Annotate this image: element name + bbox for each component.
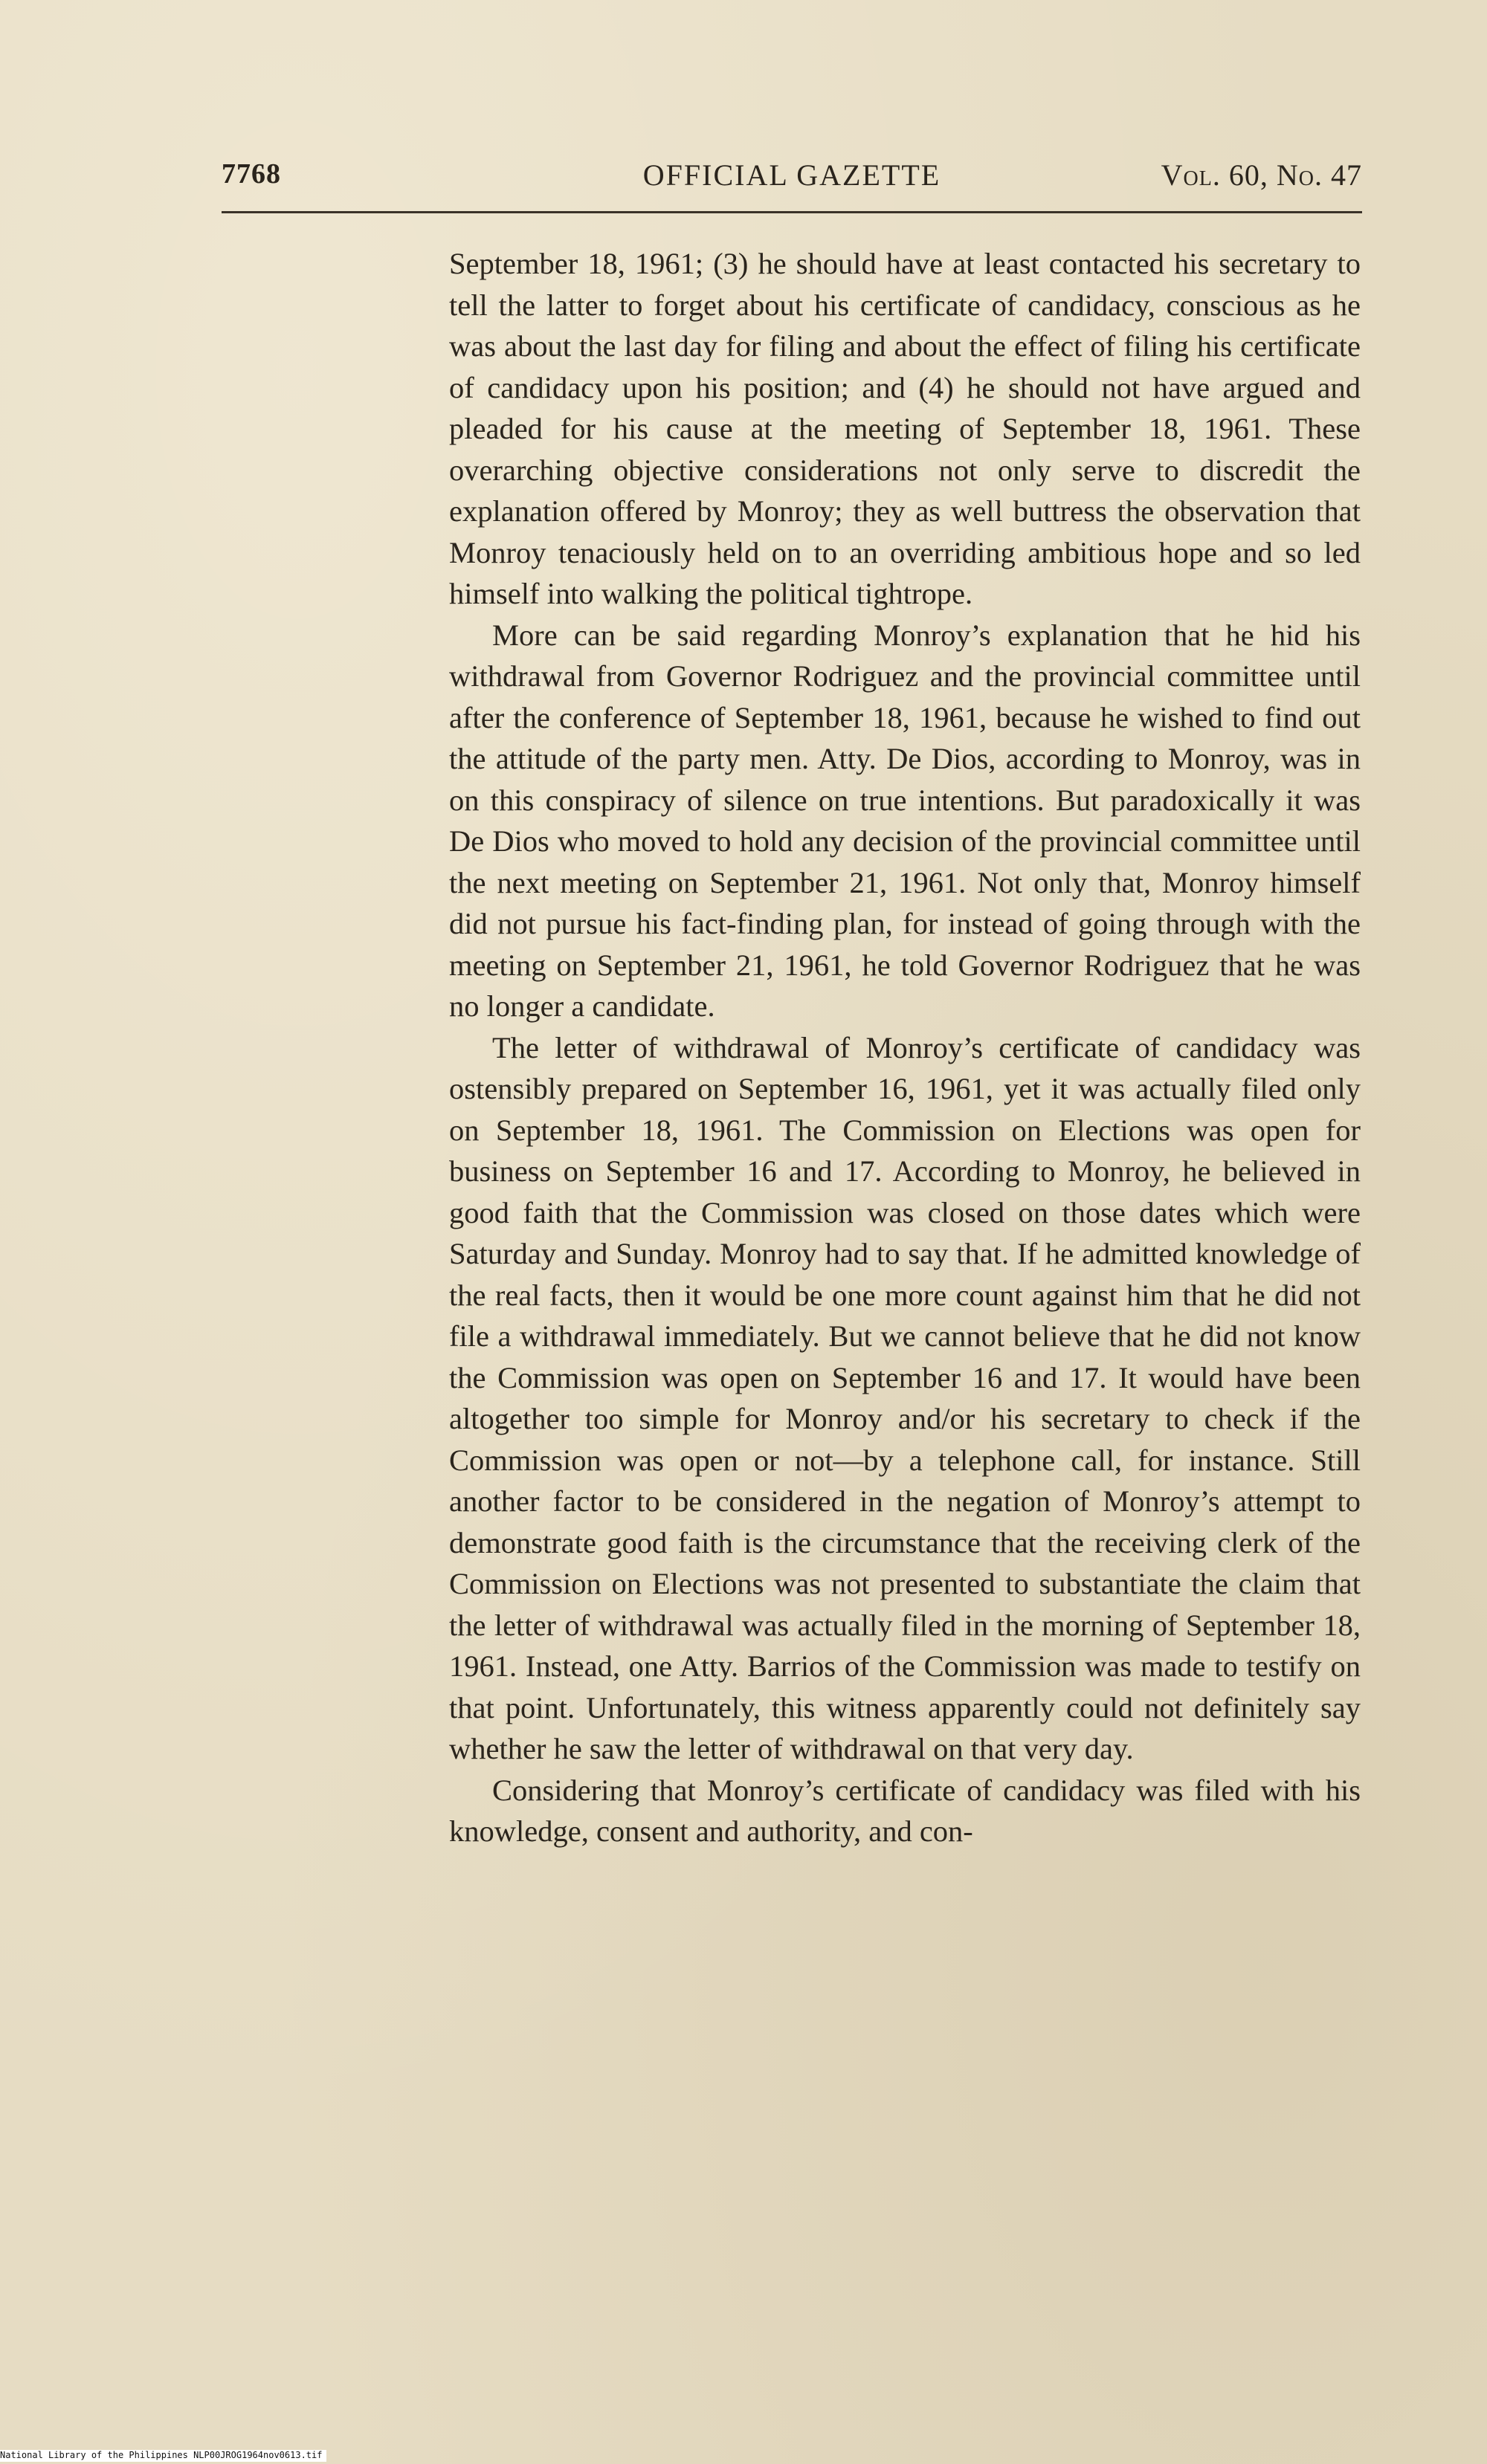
publication-title: OFFICIAL GAZETTE <box>642 158 941 192</box>
paragraph-continuation: September 18, 1961; (3) he should have at least contacted his secretary to tell the latter to forget about his certificate of candidacy, conscious as he was about the last day for filing and about the effect of filing his certificate of candidacy upon his position; and (4) he should not have argued and pleaded for his cause at the meeting of September 18, 1961. These overarching objective considerations not only serve to discredit the explanation offered by Monroy; they as well buttress the observation that Monroy tenaciously held on to an overriding ambitious hope and so led himself into walking the political tightrope. <box>449 247 1361 610</box>
scan-source-caption: National Library of the Philippines NLP00JROG1964nov0613.tif <box>0 2450 326 2462</box>
header-divider <box>222 211 1362 213</box>
page-header <box>222 158 1362 202</box>
volume-number: Vol. 60, No. 47 <box>1161 158 1362 192</box>
paragraph: More can be said regarding Monroy’s explanation that he hid his withdrawal from Governor Rodriguez and the provincial committee until after the conference of September 18, 1961, because he wished to find out the attitude of the party men. Atty. De Dios, according to Monroy, was in on this conspiracy of silence on true intentions. But paradoxically it was De Dios who moved to hold any decision of the provincial committee until the next meeting on September 21, 1961. Not only that, Monroy himself did not pursue his fact-finding plan, for instead of going through with the meeting on September 21, 1961, he told Governor Rodriguez that he was no longer a candidate. <box>449 618 1361 1023</box>
paragraph-continued: Considering that Monroy’s certificate of candidacy was filed with his knowledge, consent and authority, and con- <box>449 1773 1361 1848</box>
paragraph: The letter of withdrawal of Monroy’s certificate of candidacy was ostensibly prepared on September 16, 1961, yet it was actually filed only on September 18, 1961. The Commission on Elections was open for business on September 16 and 17. According to Monroy, he believed in good faith that the Commission was closed on those dates which were Saturday and Sunday. Monroy had to say that. If he admitted knowledge of the real facts, then it would be one more count against him that he did not file a withdrawal immediately. But we cannot believe that he did not know the Commission was open on September 16 and 17. It would have been altogether too simple for Monroy and/or his secretary to check if the Commission was open or not—by a telephone call, for instance. Still another factor to be considered in the negation of Monroy’s attempt to demonstrate good faith is the circumstance that the receiving clerk of the Commission on Elections was not presented to substantiate the claim that the letter of withdrawal was actually filed in the morning of September 18, 1961. Instead, one Atty. Barrios of the Commission was made to testify on that point. Unfortunately, this witness apparently could not definitely say whether he saw the letter of withdrawal on that very day. <box>449 1030 1361 1765</box>
article-body <box>449 243 1361 1852</box>
page-number: 7768 <box>222 158 281 190</box>
